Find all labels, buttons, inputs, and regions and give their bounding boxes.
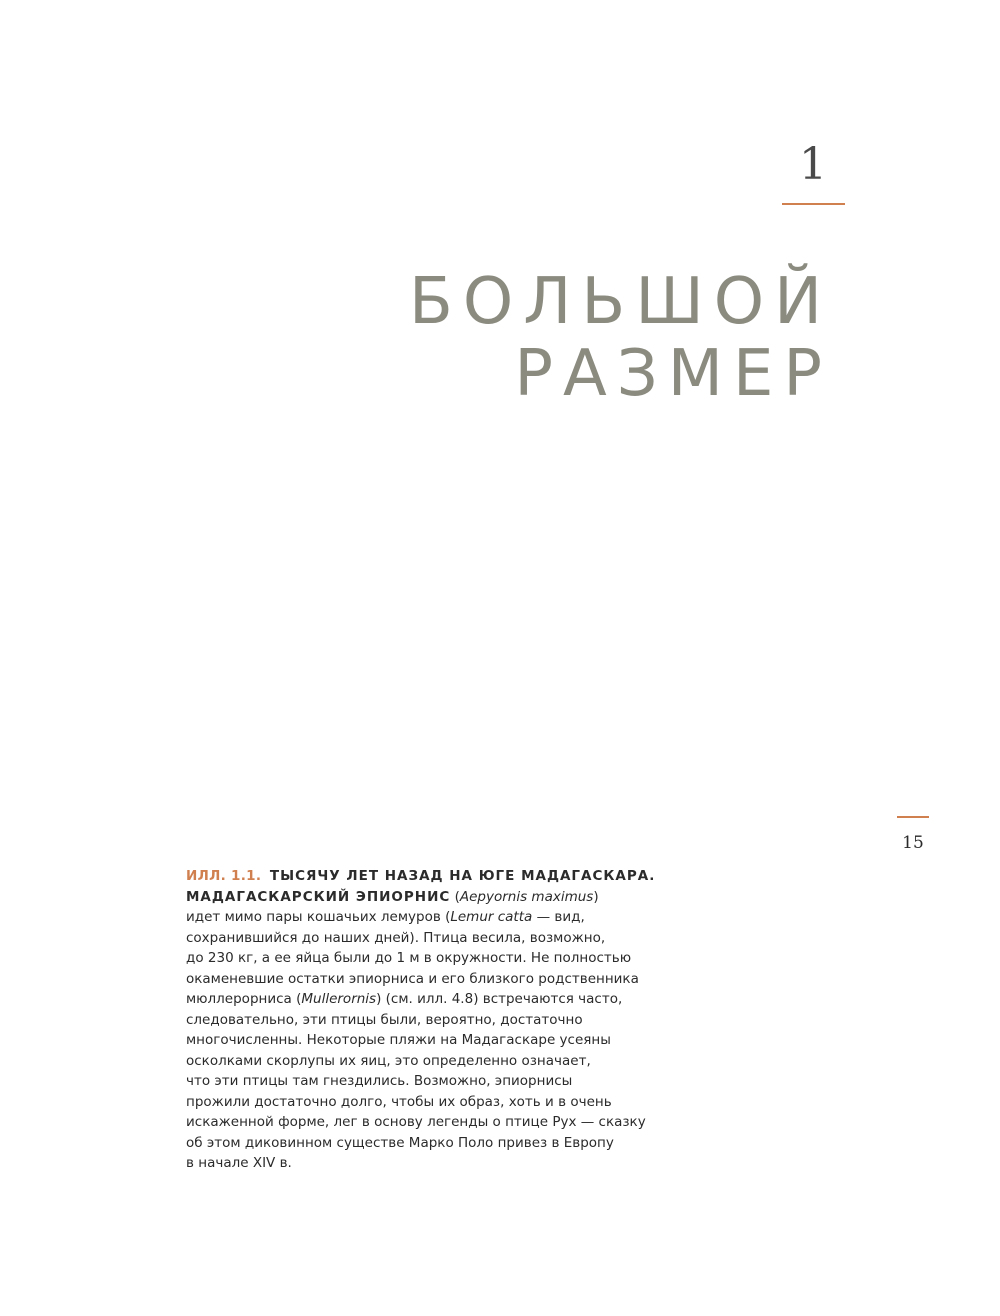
- caption-line-3-start: идет мимо пары кошачьих лемуров (: [186, 909, 451, 925]
- caption-line-2: [186, 887, 656, 908]
- lemur-latin-name: Lemur catta: [450, 909, 533, 925]
- caption-line-4: сохранившийся до наших дней). Птица весила, возможно,: [186, 929, 606, 946]
- caption-line-12: прожили достаточно долго, чтобы их образ, хоть и в очень: [186, 1093, 612, 1110]
- species-latin-name: Aepyornis maximus: [459, 888, 594, 905]
- caption-line-10: осколками скорлупы их яиц, это определенно означает,: [186, 1052, 591, 1069]
- caption-heading-part-1: ТЫСЯЧУ ЛЕТ НАЗАД НА ЮГЕ МАДАГАСКАРА.: [269, 868, 656, 884]
- chapter-title: [409, 265, 832, 411]
- species-open-paren: (: [454, 888, 460, 905]
- caption-line-13: искаженной форме, лег в основу легенды о птице Рух — сказку: [186, 1114, 646, 1130]
- caption-line-7: [186, 989, 656, 1010]
- species-close-paren: ): [593, 888, 599, 905]
- caption-line-8: следовательно, эти птицы были, вероятно, достаточно: [186, 1011, 583, 1028]
- chapter-title-line-1: БОЛЬШОЙ: [409, 265, 832, 339]
- caption-line-7-start: мюллерорниса (: [186, 991, 302, 1007]
- caption-line-3: [186, 907, 656, 928]
- caption-line-9: многочисленны. Некоторые пляжи на Мадагаскаре усеяны: [186, 1032, 611, 1048]
- page-number: 15: [902, 833, 924, 853]
- page-number-rule: [897, 816, 929, 818]
- chapter-number: 1: [799, 139, 827, 190]
- caption-line-3-end: — вид,: [532, 909, 585, 925]
- chapter-number-rule: [782, 203, 845, 205]
- illustration-caption: [186, 866, 656, 1174]
- caption-line-15: в начале XIV в.: [186, 1155, 292, 1171]
- caption-line-11: что эти птицы там гнездились. Возможно, эпиорнисы: [186, 1073, 573, 1089]
- caption-line-7-end: ) (см. илл. 4.8) встречаются часто,: [376, 991, 623, 1007]
- caption-line-14: об этом диковинном существе Марко Поло привез в Европу: [186, 1134, 614, 1151]
- caption-heading-part-2: МАДАГАСКАРСКИЙ ЭПИОРНИС: [186, 888, 451, 905]
- caption-line-5: до 230 кг, а ее яйца были до 1 м в окружности. Не полностью: [186, 950, 632, 966]
- caption-line-6: окаменевшие остатки эпиорниса и его близкого родственника: [186, 970, 639, 987]
- caption-line-1: [186, 866, 656, 887]
- mullerornis-latin-name: Mullerornis: [301, 991, 377, 1007]
- chapter-title-line-2: РАЗМЕР: [514, 337, 832, 411]
- caption-label: ИЛЛ. 1.1.: [186, 868, 262, 884]
